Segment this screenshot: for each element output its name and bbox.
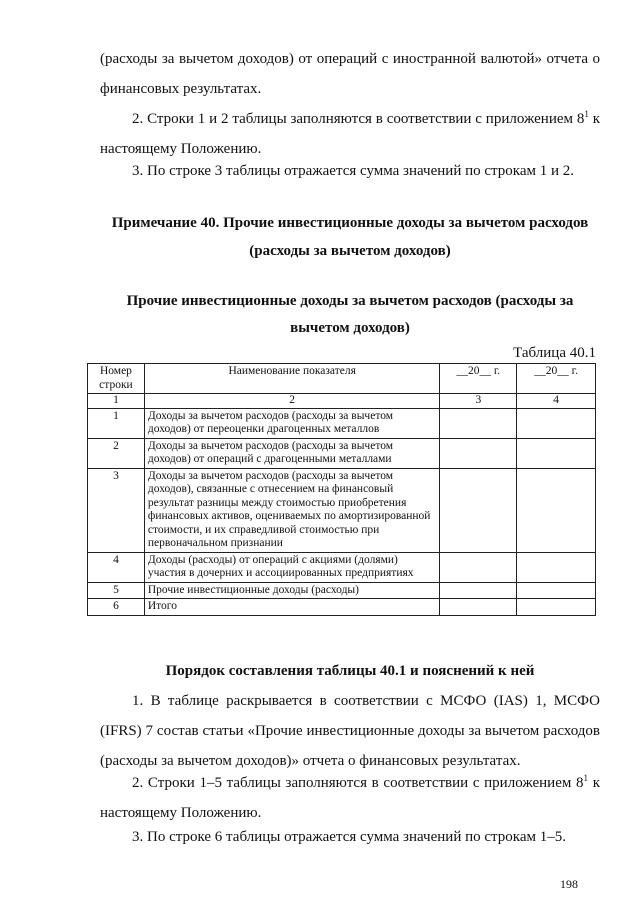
table-header-row <box>88 364 596 394</box>
row-number: 4 <box>88 552 145 582</box>
value-cell <box>440 599 517 616</box>
row-number: 3 <box>88 468 145 552</box>
note-heading-line-2: (расходы за вычетом доходов) <box>249 243 451 259</box>
header-indicator-name: Наименование показателя <box>144 364 440 394</box>
paragraph-procedure-2: 2. Строки 1–5 таблицы заполняются в соответствии с приложением $8^1$ к настоящему Положению. <box>100 773 600 821</box>
row-name: Доходы за вычетом расходов (расходы за вычетом доходов), связанные с отнесением на финансовый результат разницы между стоимостью приобретения финансовых активов, оцениваемых по амортизированной стоимости, и их справедливой стоимостью при первоначальном признании <box>144 468 440 552</box>
paragraph-procedure-1: 1. В таблице раскрывается в соответствии с МСФО (IAS) 1, МСФО (IFRS) 7 состав статьи «Прочие инвестиционные доходы за вычетом расходов (расходы за вычетом доходов)» отчета о финансовых результатах. <box>100 693 600 769</box>
value-cell <box>517 408 596 438</box>
value-cell <box>440 468 517 552</box>
paragraph-rows-1-2: 2. Строки 1 и 2 таблицы заполняются в соответствии с приложением $8^1$ к настоящему Положению. <box>100 109 600 157</box>
value-cell <box>440 408 517 438</box>
row-name: Прочие инвестиционные доходы (расходы) <box>144 582 440 599</box>
column-number: 2 <box>144 394 440 409</box>
header-year-2: __20__ г. <box>517 364 596 394</box>
column-number: 3 <box>440 394 517 409</box>
table-row <box>88 468 596 552</box>
row-number: 1 <box>88 408 145 438</box>
table-row <box>88 582 596 599</box>
row-number: 2 <box>88 438 145 468</box>
value-cell <box>517 468 596 552</box>
paragraph-continuation: (расходы за вычетом доходов) от операций с иностранной валютой» отчета о финансовых результатах. <box>100 51 600 97</box>
procedure-heading: Порядок составления таблицы 40.1 и пояснений к ней <box>165 663 535 679</box>
table-row-total <box>88 599 596 616</box>
row-name: Доходы за вычетом расходов (расходы за вычетом доходов) от операций с драгоценными металлами <box>144 438 440 468</box>
paragraph-procedure-3: 3. По строке 6 таблицы отражается сумма значений по строкам 1–5. <box>132 829 566 845</box>
value-cell <box>440 438 517 468</box>
column-numbers-row <box>88 394 596 409</box>
value-cell <box>517 552 596 582</box>
header-year-1: __20__ г. <box>440 364 517 394</box>
table-row <box>88 408 596 438</box>
table-row <box>88 438 596 468</box>
value-cell <box>517 582 596 599</box>
table-caption: Таблица 40.1 <box>513 345 596 361</box>
data-table <box>87 363 596 616</box>
note-heading-line-1: Примечание 40. Прочие инвестиционные доходы за вычетом расходов <box>111 215 589 231</box>
paragraph-row-3: 3. По строке 3 таблицы отражается сумма значений по строкам 1 и 2. <box>132 163 575 179</box>
row-name: Доходы за вычетом расходов (расходы за вычетом доходов) от переоценки драгоценных металлов <box>144 408 440 438</box>
column-number: 4 <box>517 394 596 409</box>
column-number: 1 <box>88 394 145 409</box>
value-cell <box>517 438 596 468</box>
row-number: 6 <box>88 599 145 616</box>
row-name: Итого <box>144 599 440 616</box>
table-title-line-2: вычетом доходов) <box>290 320 410 336</box>
row-name: Доходы (расходы) от операций с акциями (долями) участия в дочерних и ассоциированных предприятиях <box>144 552 440 582</box>
value-cell <box>440 552 517 582</box>
value-cell <box>440 582 517 599</box>
table-title-line-1: Прочие инвестиционные доходы за вычетом расходов (расходы за <box>126 293 574 309</box>
page-number: 198 <box>560 877 578 891</box>
header-row-number: Номер строки <box>88 364 145 394</box>
value-cell <box>517 599 596 616</box>
row-number: 5 <box>88 582 145 599</box>
table-row <box>88 552 596 582</box>
